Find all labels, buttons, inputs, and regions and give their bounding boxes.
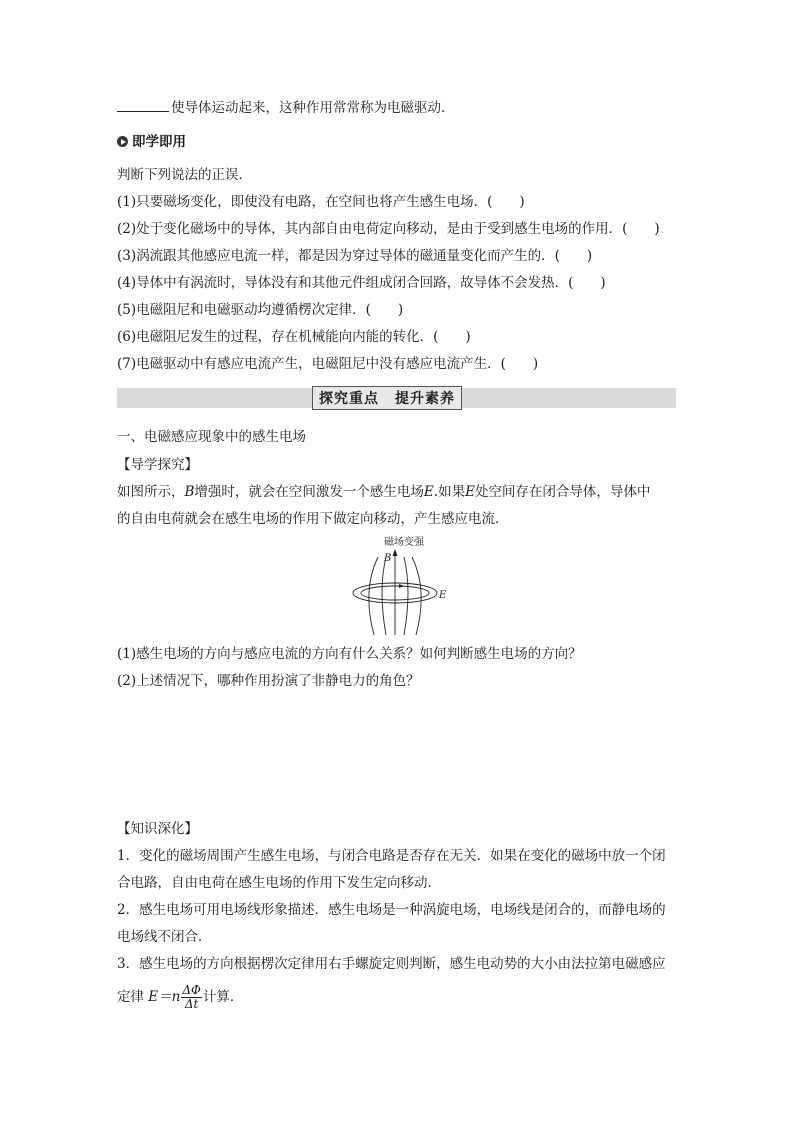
arrow-up-center <box>393 549 398 556</box>
guide-label: 【导学探究】 <box>117 457 198 473</box>
fraction-denominator: Δt <box>184 997 199 1011</box>
practice-prompt: 判断下列说法的正误． <box>117 167 252 183</box>
practice-item-5: (5)电磁阻尼和电磁驱动均遵循楞次定律．( ) <box>117 302 404 318</box>
section-title: 一、电磁感应现象中的感生电场 <box>117 429 306 445</box>
practice-item-4: (4)导体中有涡流时，导体没有和其他元件组成闭合回路，故导体不会发热．( ) <box>117 275 606 291</box>
field-line-left-outer <box>369 557 378 635</box>
formula-line: 定律 E＝n $\frac{\Delta\Phi}{\Delta t}$ 计算． <box>117 983 244 1011</box>
section-banner-box <box>312 386 462 410</box>
field-line-right-inner <box>404 557 408 635</box>
field-line-left-inner <box>382 557 386 635</box>
formula-lhs: E＝n <box>148 989 181 1005</box>
knowledge-line-4: 电场线不闭合． <box>117 929 212 945</box>
symbol-E-2: E <box>465 484 475 500</box>
section-banner <box>117 388 676 408</box>
figure-label-B: B <box>384 553 392 564</box>
knowledge-label: 【知识深化】 <box>117 821 198 837</box>
knowledge-line-5: 3．感生电场的方向根据楞次定律用右手螺旋定则判断，感生电动势的大小由法拉第电磁感应 <box>117 956 666 972</box>
banner-left-text: 探究重点 <box>319 391 379 407</box>
loop-arrow <box>399 584 404 588</box>
formula-fraction <box>181 984 202 1011</box>
quick-practice-heading: 即学即用 <box>117 133 186 151</box>
banner-right-text: 提升素养 <box>395 391 455 407</box>
knowledge-line-2: 合电路，自由电荷在感生电场的作用下发生定向移动． <box>117 875 441 891</box>
guide-text-line-2: 的自由电荷就会在感生电场的作用下做定向移动，产生感应电流． <box>117 511 509 527</box>
figure-caption: 磁场变强 <box>384 537 424 548</box>
question-2: (2)上述情况下，哪种作用扮演了非静电力的角色？ <box>117 673 420 689</box>
play-circle-icon <box>117 136 128 147</box>
knowledge-line-3: 2．感生电场可用电场线形象描述．感生电场是一种涡旋电场，电场线是闭合的，而静电场的 <box>117 902 666 918</box>
knowledge-line-1: 1．变化的磁场周围产生感生电场，与闭合电路是否存在无关．如果在变化的磁场中放一个闭 <box>117 848 666 864</box>
guide-text-line-1: 如图所示，B增强时，就会在空间激发一个感生电场E.如果E处空间存在闭合导体，导体中 <box>117 484 651 500</box>
figure-label-E: E <box>439 590 447 601</box>
symbol-B: B <box>184 484 195 500</box>
practice-item-3: (3)涡流跟其他感应电流一样，都是因为穿过导体的磁通量变化而产生的．( ) <box>117 248 593 264</box>
induced-field-figure <box>344 535 454 635</box>
fraction-numerator: ΔΦ <box>182 983 201 997</box>
question-1: (1)感生电场的方向与感应电流的方向有什么关系？如何判断感生电场的方向？ <box>117 646 582 662</box>
practice-item-2: (2)处于变化磁场中的导体，其内部自由电荷定向移动，是由于受到感生电场的作用．( ) <box>117 221 660 237</box>
practice-item-1: (1)只要磁场变化，即使没有电路，在空间也将产生感生电场．( ) <box>117 194 525 210</box>
practice-item-7: (7)电磁驱动中有感应电流产生，电磁阻尼中没有感应电流产生．( ) <box>117 356 539 372</box>
fill-blank <box>117 98 169 112</box>
symbol-E: E <box>423 484 434 500</box>
field-line-right-outer <box>412 557 421 635</box>
practice-item-6: (6)电磁阻尼发生的过程，存在机械能向内能的转化．( ) <box>117 329 471 345</box>
intro-line: 使导体运动起来，这种作用常常称为电磁驱动． <box>117 98 455 117</box>
